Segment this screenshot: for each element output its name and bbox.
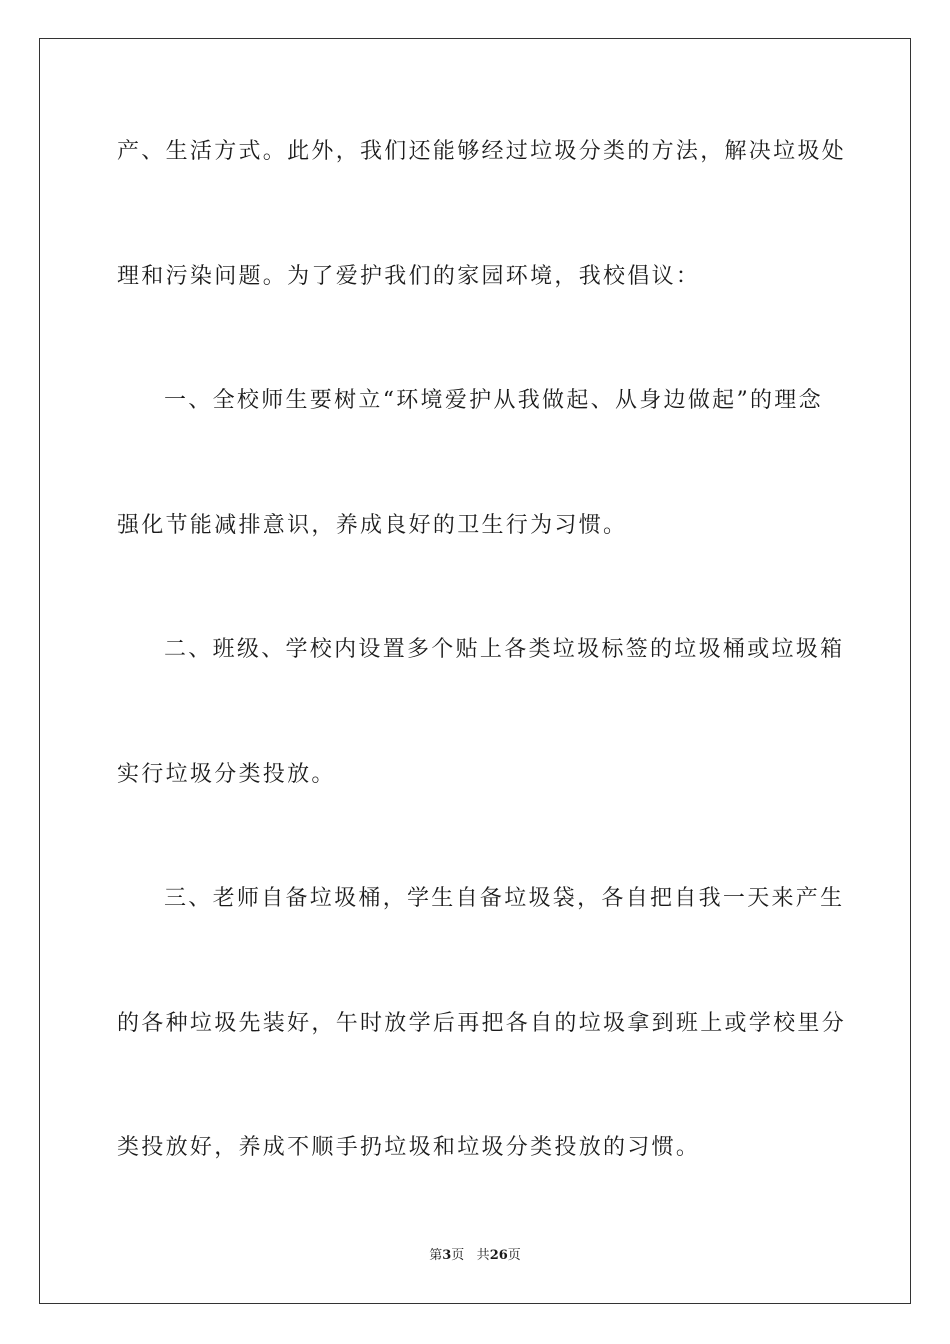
page-prefix: 第 xyxy=(429,1248,443,1263)
total-suffix: 页 xyxy=(507,1248,521,1263)
page-footer xyxy=(0,1247,950,1265)
total-prefix: 共 xyxy=(476,1248,490,1263)
paragraph-line-7: 三、老师自备垃圾桶，学生自备垃圾袋，各自把自我一天来产生 xyxy=(164,886,845,911)
paragraph-line-1: 产、生活方式。此外，我们还能够经过垃圾分类的方法，解决垃圾处 xyxy=(117,139,847,164)
paragraph-line-5: 二、班级、学校内设置多个贴上各类垃圾标签的垃圾桶或垃圾箱 xyxy=(164,637,845,662)
paragraph-line-6: 实行垃圾分类投放。 xyxy=(117,762,336,787)
page-border xyxy=(39,38,911,1304)
paragraph-line-2: 理和污染问题。为了爱护我们的家园环境，我校倡议： xyxy=(117,264,701,289)
paragraph-line-8: 的各种垃圾先装好，午时放学后再把各自的垃圾拿到班上或学校里分 xyxy=(117,1011,847,1036)
page-number: 3 xyxy=(442,1248,452,1263)
paragraph-line-4: 强化节能减排意识，养成良好的卫生行为习惯。 xyxy=(117,513,628,538)
paragraph-line-3: 一、全校师生要树立“环境爱护从我做起、从身边做起”的理念 xyxy=(164,388,823,413)
total-pages: 26 xyxy=(489,1248,508,1263)
paragraph-line-9: 类投放好，养成不顺手扔垃圾和垃圾分类投放的习惯。 xyxy=(117,1135,701,1160)
page-suffix: 页 xyxy=(451,1248,465,1263)
